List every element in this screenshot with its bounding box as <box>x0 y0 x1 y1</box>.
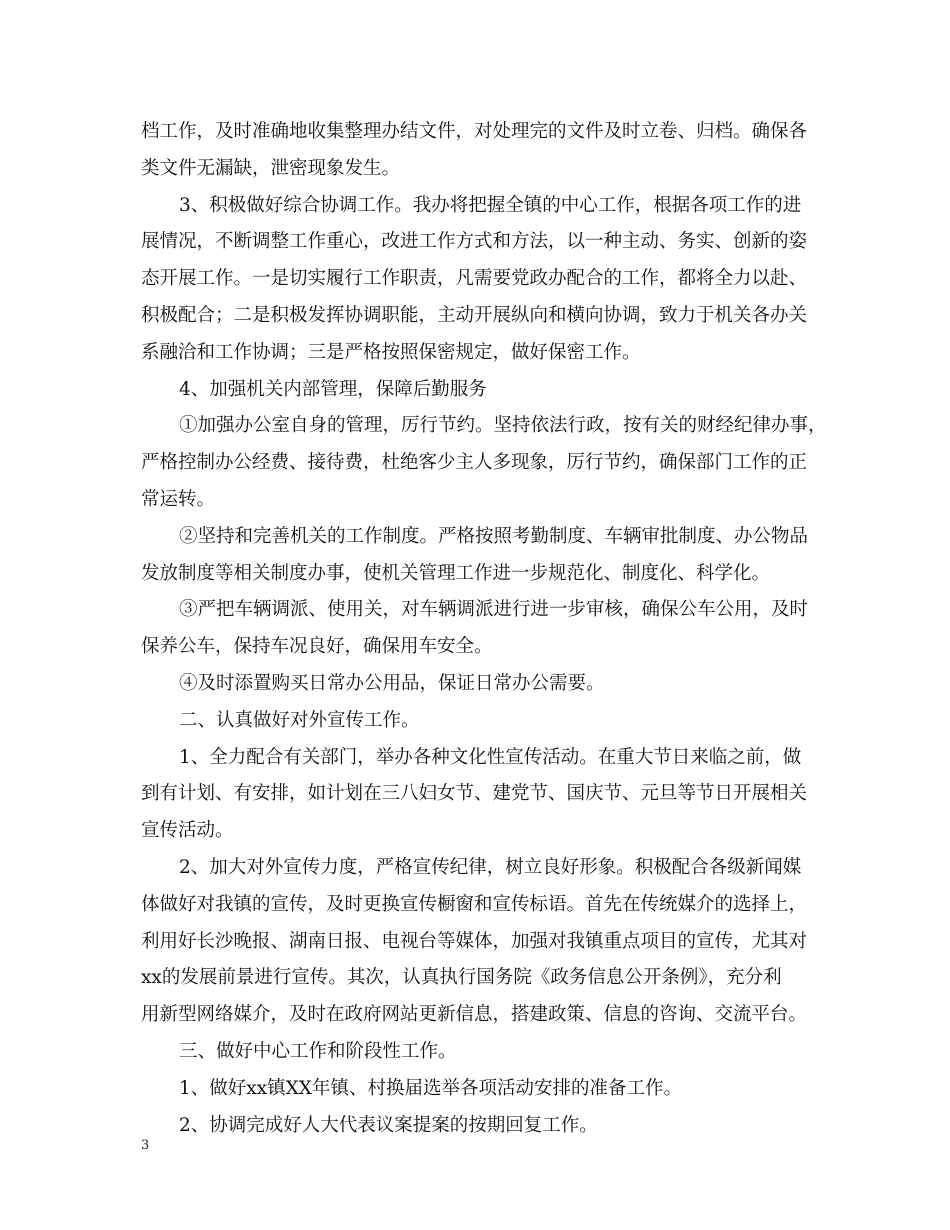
text-line: 利用好长沙晚报、湖南日报、电视台等媒体，加强对我镇重点项目的宣传，尤其对 <box>141 930 808 952</box>
text-line: 2、加大对外宣传力度，严格宣传纪律，树立良好形象。积极配合各级新闻媒 <box>179 856 802 878</box>
text-line: 4、加强机关内部管理，保障后勤服务 <box>179 378 487 400</box>
text-line: 档工作，及时准确地收集整理办结文件，对处理完的文件及时立卷、归档。确保各 <box>141 121 808 142</box>
text-line: 二、认真做好对外宣传工作。 <box>179 709 420 731</box>
text-line: 三、做好中心工作和阶段性工作。 <box>179 1040 457 1062</box>
text-line: 体做好对我镇的宣传，及时更换宣传橱窗和宣传标语。首先在传统媒介的选择上， <box>141 893 808 915</box>
text-line: 1、全力配合有关部门，举办各种文化性宣传活动。在重大节日来临之前，做 <box>179 746 802 768</box>
text-line: ③严把车辆调派、使用关，对车辆调派进行进一步审核，确保公车公用，及时 <box>179 599 809 621</box>
page-number: 3 <box>141 1138 150 1153</box>
text-line: 到有计划、有安排，如计划在三八妇女节、建党节、国庆节、元旦等节日开展相关 <box>141 783 808 805</box>
text-line: 宣传活动。 <box>141 820 234 842</box>
text-line: 类文件无漏缺，泄密现象发生。 <box>141 157 401 179</box>
text-line: 3、积极做好综合协调工作。我办将把握全镇的中心工作，根据各项工作的进 <box>179 194 802 216</box>
text-line: 用新型网络媒介，及时在政府网站更新信息，搭建政策、信息的咨询、交流平台。 <box>141 1004 808 1026</box>
text-line: xx的发展前景进行宣传。其次，认真执行国务院《政务信息公开条例》，充分利 <box>141 967 782 989</box>
text-line: 保养公车，保持车况良好，确保用车安全。 <box>141 636 493 658</box>
text-line: 展情况，不断调整工作重心，改进工作方式和方法，以一种主动、务实、创新的姿 <box>141 231 808 253</box>
text-line: 态开展工作。一是切实履行工作职责，凡需要党政办配合的工作，都将全力以赴、 <box>141 268 808 290</box>
text-line: 常运转。 <box>141 488 216 510</box>
text-line: ②坚持和完善机关的工作制度。严格按照考勤制度、车辆审批制度、办公物品 <box>179 525 809 547</box>
text-line: 1、做好xx镇XX年镇、村换届选举各项活动安排的准备工作。 <box>179 1077 682 1099</box>
document-body <box>141 114 827 1144</box>
text-line: 严格控制办公经费、接待费，杜绝客少主人多现象，厉行节约，确保部门工作的正 <box>141 452 808 474</box>
text-line: 2、协调完成好人大代表议案提案的按期回复工作。 <box>179 1114 598 1136</box>
text-line: 积极配合；二是积极发挥协调职能，主动开展纵向和横向协调，致力于机关各办关 <box>141 304 808 326</box>
text-line: ④及时添置购买日常办公用品，保证日常办公需要。 <box>179 672 605 694</box>
text-line: 发放制度等相关制度办事，使机关管理工作进一步规范化、制度化、科学化。 <box>141 562 771 584</box>
text-line: 系融洽和工作协调；三是严格按照保密规定，做好保密工作。 <box>141 341 641 363</box>
text-line: ①加强办公室自身的管理，厉行节约。坚持依法行政，按有关的财经纪律办事， <box>179 415 827 437</box>
